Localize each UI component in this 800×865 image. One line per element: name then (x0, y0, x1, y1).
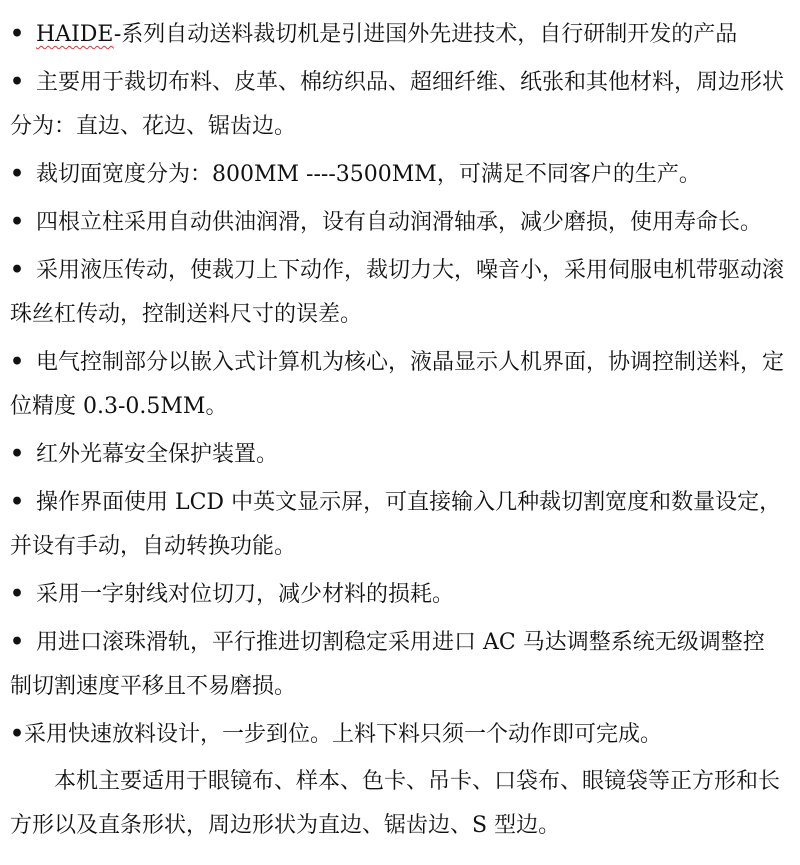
spec-item-8 (10, 480, 786, 569)
spec-item-9 (10, 572, 786, 617)
spec-item-text: 主要用于裁切布料、皮革、棉纺织品、超细纤维、纸张和其他材料，周边形状分为：直边、花边、锯齿边。 (10, 70, 785, 139)
bullet-icon: • (10, 721, 25, 747)
spec-item-text: 四根立柱采用自动供油润滑，设有自动润滑轴承，减少磨损，使用寿命长。 (36, 210, 763, 235)
bullet-icon: • (10, 209, 25, 235)
bullet-icon: • (10, 629, 25, 655)
bullet-icon: • (10, 161, 25, 187)
bullet-icon: • (10, 489, 25, 515)
bullet-icon: • (10, 349, 25, 375)
spec-item-text: 红外光幕安全保护装置。 (36, 442, 279, 467)
spec-item-4 (10, 200, 786, 245)
bullet-icon: • (10, 69, 25, 95)
spec-item-3 (10, 152, 786, 197)
spec-item-text: 用进口滚珠滑轨，平行推进切割稳定采用进口 AC 马达调整系统无级调整控制切割速度平移且不易磨损。 (10, 630, 765, 699)
bullet-icon: • (10, 21, 25, 47)
brand-name: HAIDE (36, 22, 114, 47)
spec-item-text: 电气控制部分以嵌入式计算机为核心，液晶显示人机界面，协调控制送料，定位精度 0.3-0.5MM。 (10, 350, 785, 419)
spec-item-7 (10, 432, 786, 477)
closing-paragraph: 本机主要适用于眼镜布、样本、色卡、吊卡、口袋布、眼镜袋等正方形和长方形以及直条形状，周边形状为直边、锯齿边、S 型边。 (10, 769, 781, 838)
spec-item-text: 裁切面宽度分为：800MM ----3500MM，可满足不同客户的生产。 (36, 162, 701, 187)
spec-item-10 (10, 620, 786, 709)
spec-item-11 (10, 712, 786, 757)
spec-item-6 (10, 340, 786, 429)
bullet-icon: • (10, 441, 25, 467)
bullet-icon: • (10, 581, 25, 607)
spec-item-1 (10, 12, 786, 57)
spec-item-5 (10, 248, 786, 337)
spec-item-text: 采用快速放料设计，一步到位。上料下料只须一个动作即可完成。 (24, 722, 663, 747)
spec-item-text: 采用一字射线对位切刀，减少材料的损耗。 (36, 582, 455, 607)
spec-item-2 (10, 60, 786, 149)
spec-item-text: 采用液压传动，使裁刀上下动作，裁切力大，噪音小，采用伺服电机带驱动滚珠丝杠传动，控制送料尺寸的误差。 (10, 258, 785, 327)
spec-item-text: 操作界面使用 LCD 中英文显示屏，可直接输入几种裁切割宽度和数量设定，并设有手动，自动转换功能。 (10, 490, 782, 559)
bullet-icon: • (10, 257, 25, 283)
spec-item-text: -系列自动送料裁切机是引进国外先进技术，自行研制开发的产品 (113, 22, 738, 47)
